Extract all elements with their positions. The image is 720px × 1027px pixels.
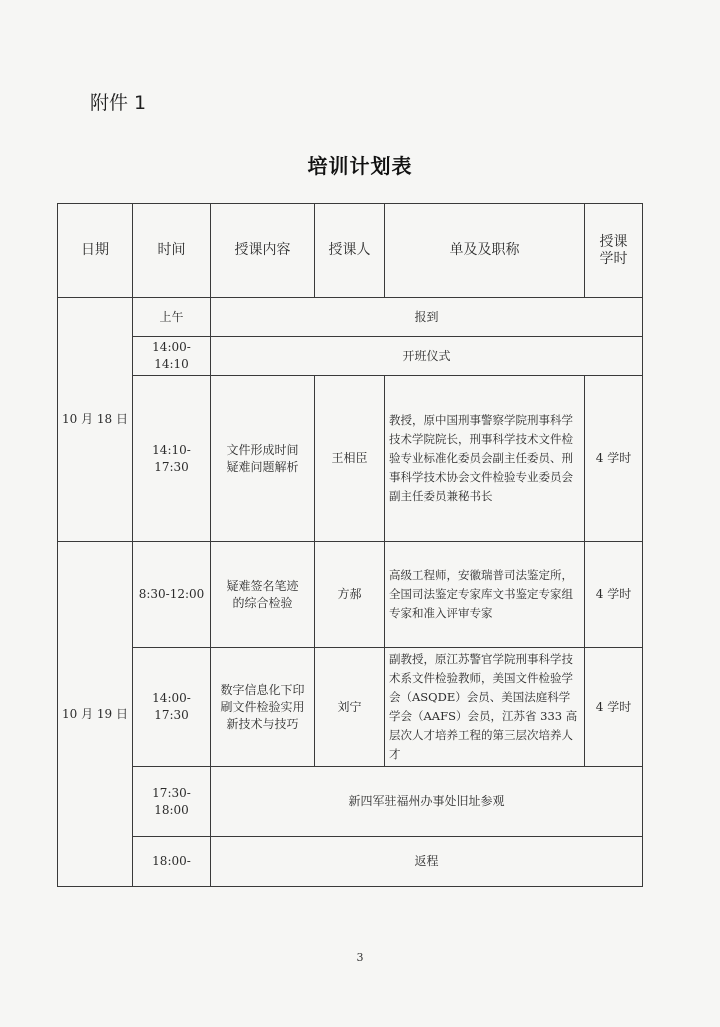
lecturer-cell: 王相臣 [315, 376, 385, 542]
event-cell: 报到 [211, 298, 643, 337]
table-row [58, 648, 643, 767]
content-line: 的综合检验 [232, 595, 293, 610]
content-line: 文件形成时间 [226, 442, 299, 457]
header-date: 日期 [58, 204, 133, 298]
content-line: 新技术与技巧 [226, 716, 299, 731]
event-cell: 开班仪式 [211, 337, 643, 376]
time-cell: 上午 [133, 298, 211, 337]
page-number: 3 [356, 951, 364, 964]
table-row [58, 837, 643, 887]
content-cell [211, 376, 315, 542]
table-header-row [58, 204, 643, 298]
content-line: 刷文件检验实用 [220, 699, 305, 714]
time-cell: 14:00-17:30 [133, 648, 211, 767]
title-cell: 高级工程师，安徽瑞普司法鉴定所，全国司法鉴定专家库文书鉴定专家组专家和准入评审专家 [385, 542, 585, 648]
time-cell: 8:30-12:00 [133, 542, 211, 648]
content-cell [211, 542, 315, 648]
lecturer-cell: 刘宁 [315, 648, 385, 767]
table-row [58, 542, 643, 648]
hours-cell: 4 学时 [585, 648, 643, 767]
header-content: 授课内容 [211, 204, 315, 298]
table-row [58, 337, 643, 376]
content-line: 疑难签名笔迹 [226, 578, 299, 593]
table-row [58, 298, 643, 337]
schedule-table-wrapper [57, 203, 642, 887]
header-hours [585, 204, 643, 298]
header-lecturer: 授课人 [315, 204, 385, 298]
header-hours-line2: 学时 [599, 250, 628, 267]
training-schedule-table [57, 203, 643, 887]
content-line: 疑难问题解析 [226, 459, 299, 474]
date-cell: 10 月 19 日 [58, 542, 133, 887]
time-cell: 14:00-14:10 [133, 337, 211, 376]
attachment-label: 附件 1 [90, 92, 147, 114]
table-row [58, 376, 643, 542]
time-cell: 14:10-17:30 [133, 376, 211, 542]
document-title: 培训计划表 [307, 154, 413, 178]
header-hours-line1: 授课 [599, 233, 628, 250]
event-cell: 返程 [211, 837, 643, 887]
content-line: 数字信息化下印 [220, 682, 305, 697]
hours-cell: 4 学时 [585, 542, 643, 648]
header-title: 单及及职称 [385, 204, 585, 298]
date-cell: 10 月 18 日 [58, 298, 133, 542]
header-time: 时间 [133, 204, 211, 298]
time-cell: 18:00- [133, 837, 211, 887]
hours-cell: 4 学时 [585, 376, 643, 542]
time-cell: 17:30-18:00 [133, 767, 211, 837]
event-cell: 新四军驻福州办事处旧址参观 [211, 767, 643, 837]
lecturer-cell: 方郝 [315, 542, 385, 648]
content-cell [211, 648, 315, 767]
table-row [58, 767, 643, 837]
title-cell: 教授，原中国刑事警察学院刑事科学技术学院院长，刑事科学技术文件检验专业标准化委员会副主任委员、刑事科学技术协会文件检验专业委员会副主任委员兼秘书长 [385, 376, 585, 542]
title-cell: 副教授，原江苏警官学院刑事科学技术系文件检验教师，美国文件检验学会（ASQDE）会员、美国法庭科学学会（AAFS）会员，江苏省 333 高层次人才培养工程的第三层次培养人才 [385, 648, 585, 767]
